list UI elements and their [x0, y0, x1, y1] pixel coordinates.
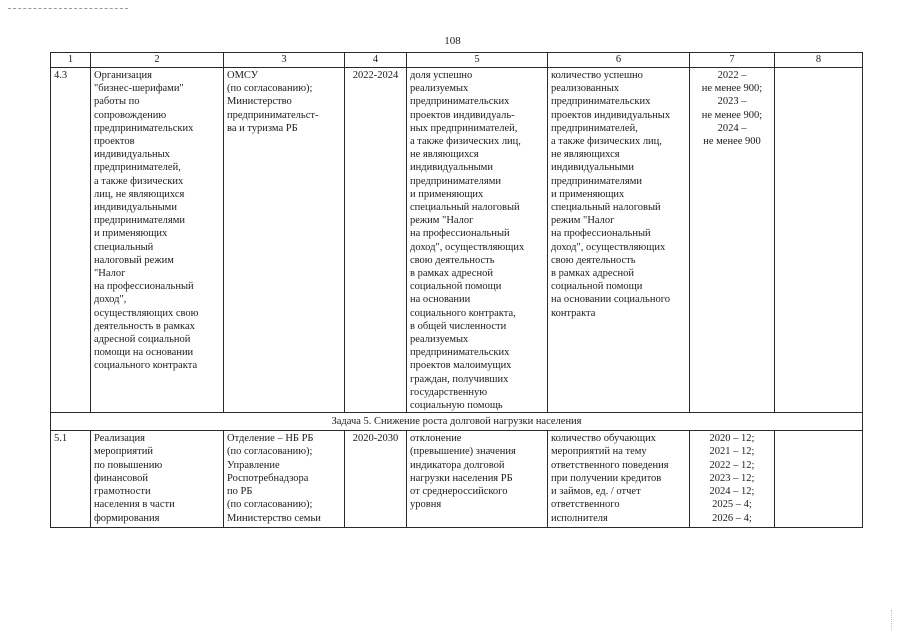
measures-table: [50, 52, 863, 528]
table-row: [51, 68, 863, 413]
target-values-cell: 2020 – 12; 2021 – 12; 2022 – 12; 2023 – 12; 2024 – 12; 2025 – 4; 2026 – 4;: [690, 431, 775, 528]
target-values-cell: 2022 – не менее 900; 2023 – не менее 900; 2024 – не менее 900: [690, 68, 775, 413]
page-number: 108: [444, 35, 461, 47]
table-row: [51, 431, 863, 528]
column-header: 5: [407, 53, 548, 68]
column-header: 1: [51, 53, 91, 68]
column-header: 2: [91, 53, 224, 68]
notes-cell: [775, 68, 863, 413]
notes-cell: [775, 431, 863, 528]
task-heading-row: [51, 413, 863, 431]
scan-artifact-line: [8, 8, 128, 11]
result-cell: количество обучающих мероприятий на тему ответственного поведения при получении кредитов и займов, ед. / отчет ответственного исполнителя: [548, 431, 690, 528]
measure-name-cell: Организация "бизнес-шерифами" работы по сопровождению предпринимательских проектов индивидуальных предпринимателей, а также физических лиц, не являющихся индивидуальными предпринимателями и применяющих специальный налоговый режим "Налог на профессиональный доход", осуществляющих свою деятельность в рамках адресной социальной помощи на основании социального контракта: [91, 68, 224, 413]
column-header: 7: [690, 53, 775, 68]
result-cell: количество успешно реализованных предпринимательских проектов индивидуальных предпринимателей, а также физических лиц, не являющихся индивидуальными предпринимателями и применяющих специальный налоговый режим "Налог на профессиональный доход", осуществляющих свою деятельность в рамках адресной социальной помощи на основании социального контракта: [548, 68, 690, 413]
measure-name-cell: Реализация мероприятий по повышению финансовой грамотности населения в части формирования: [91, 431, 224, 528]
row-number-cell: 5.1: [51, 431, 91, 528]
period-cell: 2020-2030: [345, 431, 407, 528]
responsible-cell: Отделение – НБ РБ (по согласованию); Управление Роспотребнадзора по РБ (по согласованию); Министерство семьи: [224, 431, 345, 528]
column-header: 8: [775, 53, 863, 68]
column-header: 4: [345, 53, 407, 68]
task-heading: Задача 5. Снижение роста долговой нагрузки населения: [51, 413, 863, 431]
indicator-cell: доля успешно реализуемых предпринимательских проектов индивидуаль- ных предпринимателей, а также физических лиц, не являющихся индивидуальными предпринимателями и применяющих специальный налоговый режим "Налог на профессиональный доход", осуществляющих свою деятельность в рамках адресной социальной помощи на основании социального контракта, в общей численности реализуемых предпринимательских проектов малоимущих граждан, получивших государственную социальную помощь: [407, 68, 548, 413]
indicator-cell: отклонение (превышение) значения индикатора долговой нагрузки населения РБ от среднероссийского уровня: [407, 431, 548, 528]
responsible-cell: ОМСУ (по согласованию); Министерство предпринимательст- ва и туризма РБ: [224, 68, 345, 413]
scan-artifact-dots: [891, 610, 893, 630]
row-number-cell: 4.3: [51, 68, 91, 413]
period-cell: 2022-2024: [345, 68, 407, 413]
column-number-row: [51, 53, 863, 68]
column-header: 6: [548, 53, 690, 68]
column-header: 3: [224, 53, 345, 68]
